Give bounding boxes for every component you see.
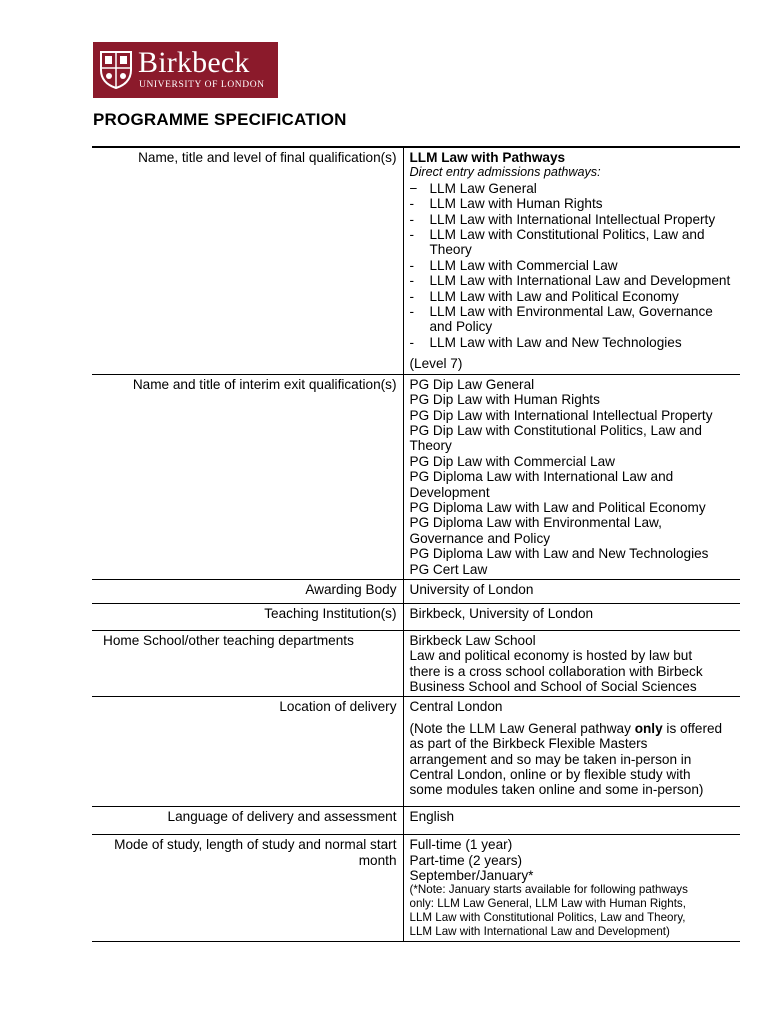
- list-item: - LLM Law with Law and New Technologies: [409, 334, 682, 350]
- table-row: [92, 579, 740, 603]
- table-row: [92, 806, 740, 834]
- mode-cell: Full-time (1 year) Part-time (2 years) September/January* (*Note: January starts available for following pathways only: LLM Law General, LLM Law with Human Rights, LLM Law with Constitutional Politics, Law and Theory, LLM Law with International Law and Development): [409, 837, 688, 938]
- row-label: Location of delivery: [92, 697, 403, 806]
- pathways-intro: Direct entry admissions pathways:: [409, 165, 601, 180]
- list-item: - LLM Law with International Law and Development: [409, 273, 731, 289]
- table-row: [92, 374, 740, 579]
- table-row: [92, 630, 740, 697]
- location-cell: Central London (Note the LLM Law General pathway only is offered as part of the Birkbeck Flexible Masters arrangement and so may be taken in-person in Central London, online or by flexible study with some modules taken online and some in-person): [403, 697, 740, 806]
- row-label: Awarding Body: [92, 579, 403, 603]
- row-label: Name and title of interim exit qualification(s): [92, 374, 403, 579]
- row-label: Language of delivery and assessment: [92, 806, 403, 834]
- table-row: [92, 604, 740, 630]
- birkbeck-logo: [93, 42, 278, 98]
- interim-cell: PG Dip Law General PG Dip Law with Human Rights PG Dip Law with International Intellectual Property PG Dip Law with Constitutional Politics, Law and Theory PG Dip Law with Commercial Law PG Diploma Law with International Law and Development PG Diploma Law with Law and Political Economy PG Diploma Law with Environmental Law, Governance and Policy PG Diploma Law with Law and New Technologies PG Cert Law: [409, 376, 713, 577]
- qualification-level: (Level 7): [409, 356, 463, 372]
- row-label: Home School/other teaching departments: [92, 630, 403, 697]
- row-value: University of London: [409, 581, 534, 597]
- page-title: PROGRAMME SPECIFICATION: [93, 110, 347, 129]
- table-row: [92, 147, 740, 374]
- list-item: - LLM Law with Constitutional Politics, Law and Theory: [409, 227, 705, 258]
- logo-wordmark: Birkbeck: [138, 46, 250, 79]
- logo-subtitle: UNIVERSITY OF LONDON: [139, 80, 265, 90]
- row-label: Teaching Institution(s): [92, 604, 403, 630]
- home-school-cell: Birkbeck Law School Law and political economy is hosted by law but there is a cross school collaboration with Birbeck Business School and School of Social Sciences: [409, 632, 703, 694]
- programme-spec-table: [92, 146, 740, 942]
- location-note: (Note the LLM Law General pathway only is offered: [409, 720, 723, 736]
- row-label: Mode of study, length of study and normal start month: [92, 835, 403, 941]
- list-item: - LLM Law with Environmental Law, Governance and Policy: [409, 304, 713, 335]
- qualification-cell: [403, 147, 740, 374]
- list-item: - LLM Law with Commercial Law: [409, 257, 618, 273]
- pathway-list: [410, 181, 741, 350]
- row-value: Birkbeck, University of London: [409, 606, 594, 622]
- list-item: - LLM Law with International Intellectual Property: [409, 211, 716, 227]
- row-value: English: [409, 808, 455, 824]
- list-item: - LLM Law with Law and Political Economy: [409, 288, 679, 304]
- list-item: − LLM Law General: [409, 180, 537, 196]
- qualification-heading: LLM Law with Pathways: [409, 150, 566, 165]
- crest-icon: [99, 50, 133, 90]
- table-row: [92, 697, 740, 806]
- table-row: [92, 835, 740, 941]
- row-label: Name, title and level of final qualification(s): [92, 147, 403, 374]
- list-item: - LLM Law with Human Rights: [409, 196, 603, 212]
